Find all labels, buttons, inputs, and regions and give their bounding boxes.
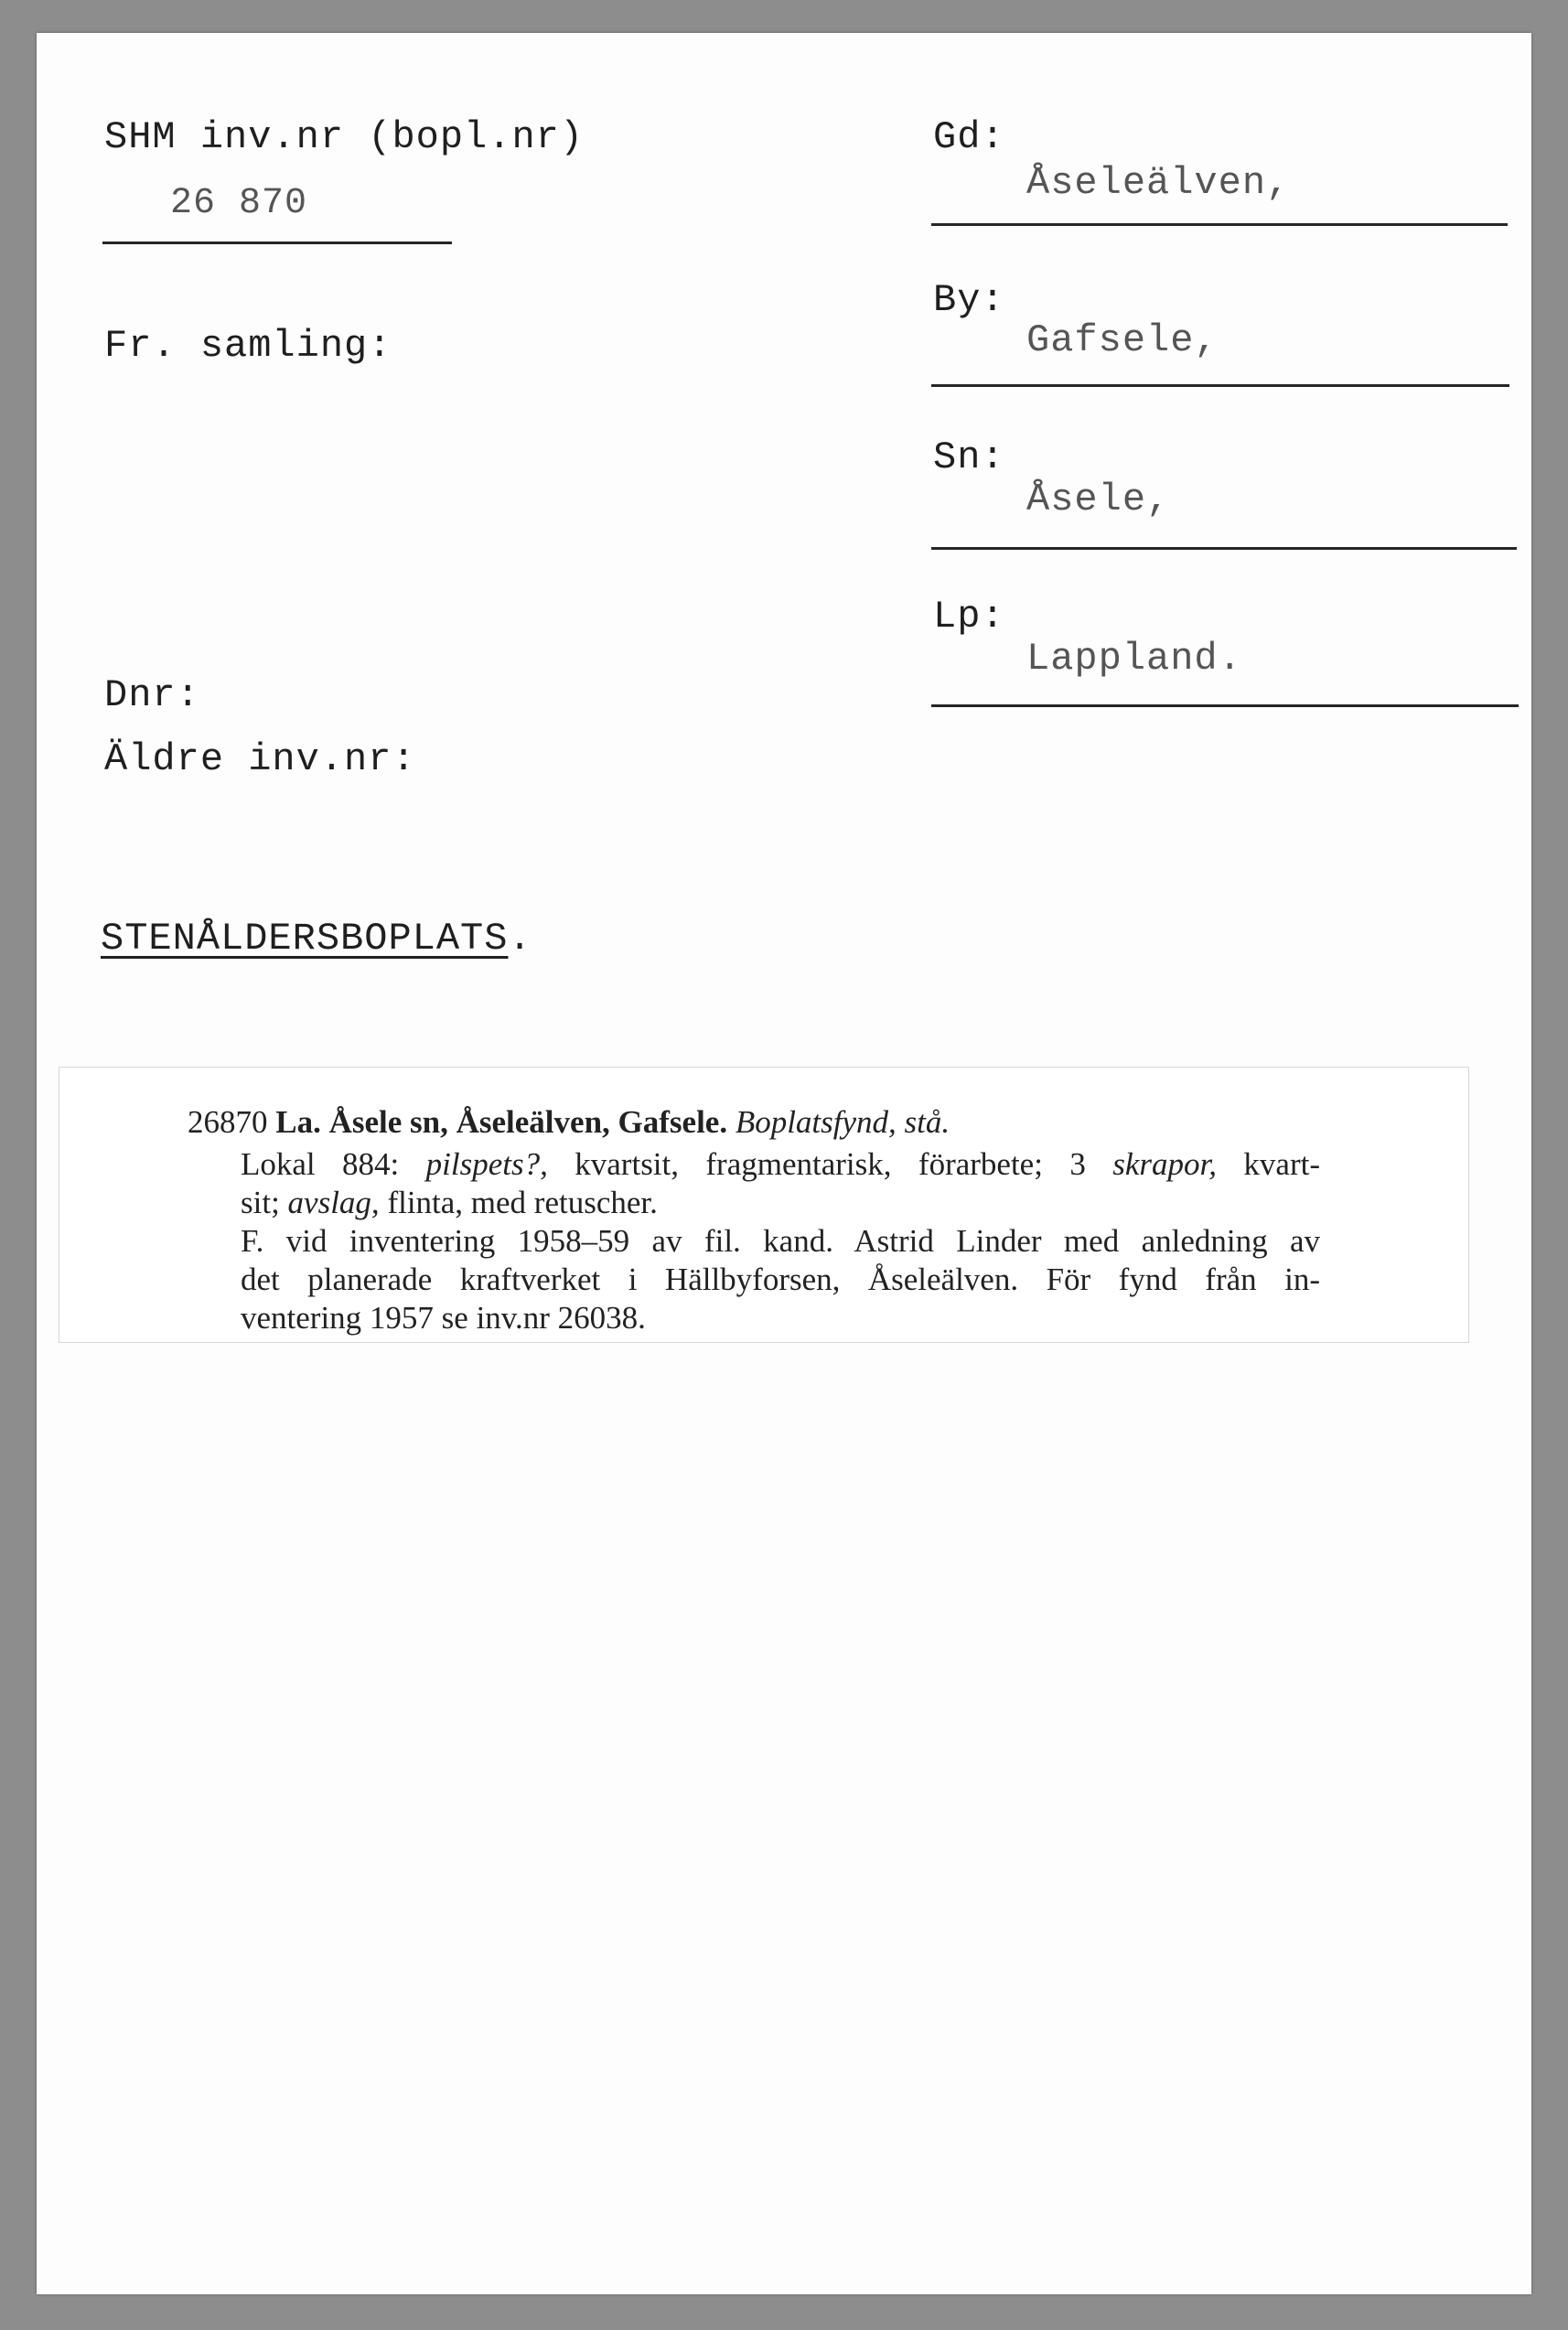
clipping-place: La. Åsele sn, Åseleälven, Gafsele.	[275, 1104, 728, 1140]
gd-rule	[931, 223, 1508, 226]
inv-rule	[102, 242, 452, 244]
sn-label: Sn:	[933, 435, 1005, 479]
clipping-line-2-b: pilspets?,	[425, 1146, 548, 1182]
by-rule	[931, 384, 1509, 387]
site-title-dot: .	[508, 917, 532, 961]
site-title	[101, 917, 532, 961]
sn-value: Åsele,	[1026, 478, 1171, 521]
inv-label: SHM inv.nr (bopl.nr)	[104, 115, 585, 159]
lp-rule	[931, 704, 1519, 707]
clipping-line-1	[188, 1102, 950, 1142]
lp-label: Lp:	[933, 595, 1005, 639]
sn-rule	[931, 547, 1517, 550]
site-title-text: STENÅLDERSBOPLATS	[101, 917, 509, 961]
clipping-find-type: Boplatsfynd, stå.	[735, 1104, 950, 1140]
dnr-label: Dnr:	[104, 673, 200, 717]
clipping-line-4: F. vid inventering 1958–59 av fil. kand. Astrid Linder med anledning av	[241, 1223, 1320, 1259]
clipping-line-5: det planerade kraftverket i Hällbyforsen, Åseleälven. För fynd från in-	[241, 1262, 1320, 1297]
clipping-line-3-c: flinta, med retuscher.	[379, 1185, 658, 1220]
by-value: Gafsele,	[1026, 318, 1219, 362]
clipping-line-2-e: kvart-	[1217, 1146, 1320, 1182]
clipping-line-3-a: sit;	[241, 1185, 288, 1220]
clipping-line-2-d: skrapor,	[1112, 1146, 1218, 1182]
clipping-line-2-c: kvartsit, fragmentarisk, förarbete; 3	[547, 1146, 1113, 1182]
clipping-line-2	[241, 1144, 1320, 1184]
catalog-card	[37, 33, 1531, 2294]
lp-value: Lappland.	[1026, 637, 1242, 681]
aldre-inv-label: Äldre inv.nr:	[104, 737, 416, 781]
gd-value: Åseleälven,	[1026, 161, 1291, 205]
clipping-line-6: ventering 1957 se inv.nr 26038.	[241, 1300, 646, 1336]
inv-number: 26 870	[170, 183, 308, 224]
catalog-clipping	[59, 1067, 1469, 1343]
clipping-line-3	[241, 1183, 658, 1222]
clipping-number: 26870	[188, 1104, 268, 1140]
clipping-line-2-a: Lokal 884:	[241, 1146, 426, 1182]
gd-label: Gd:	[933, 115, 1005, 159]
fr-samling-label: Fr. samling:	[104, 324, 392, 368]
clipping-line-3-b: avslag,	[287, 1185, 380, 1220]
by-label: By:	[933, 278, 1005, 322]
